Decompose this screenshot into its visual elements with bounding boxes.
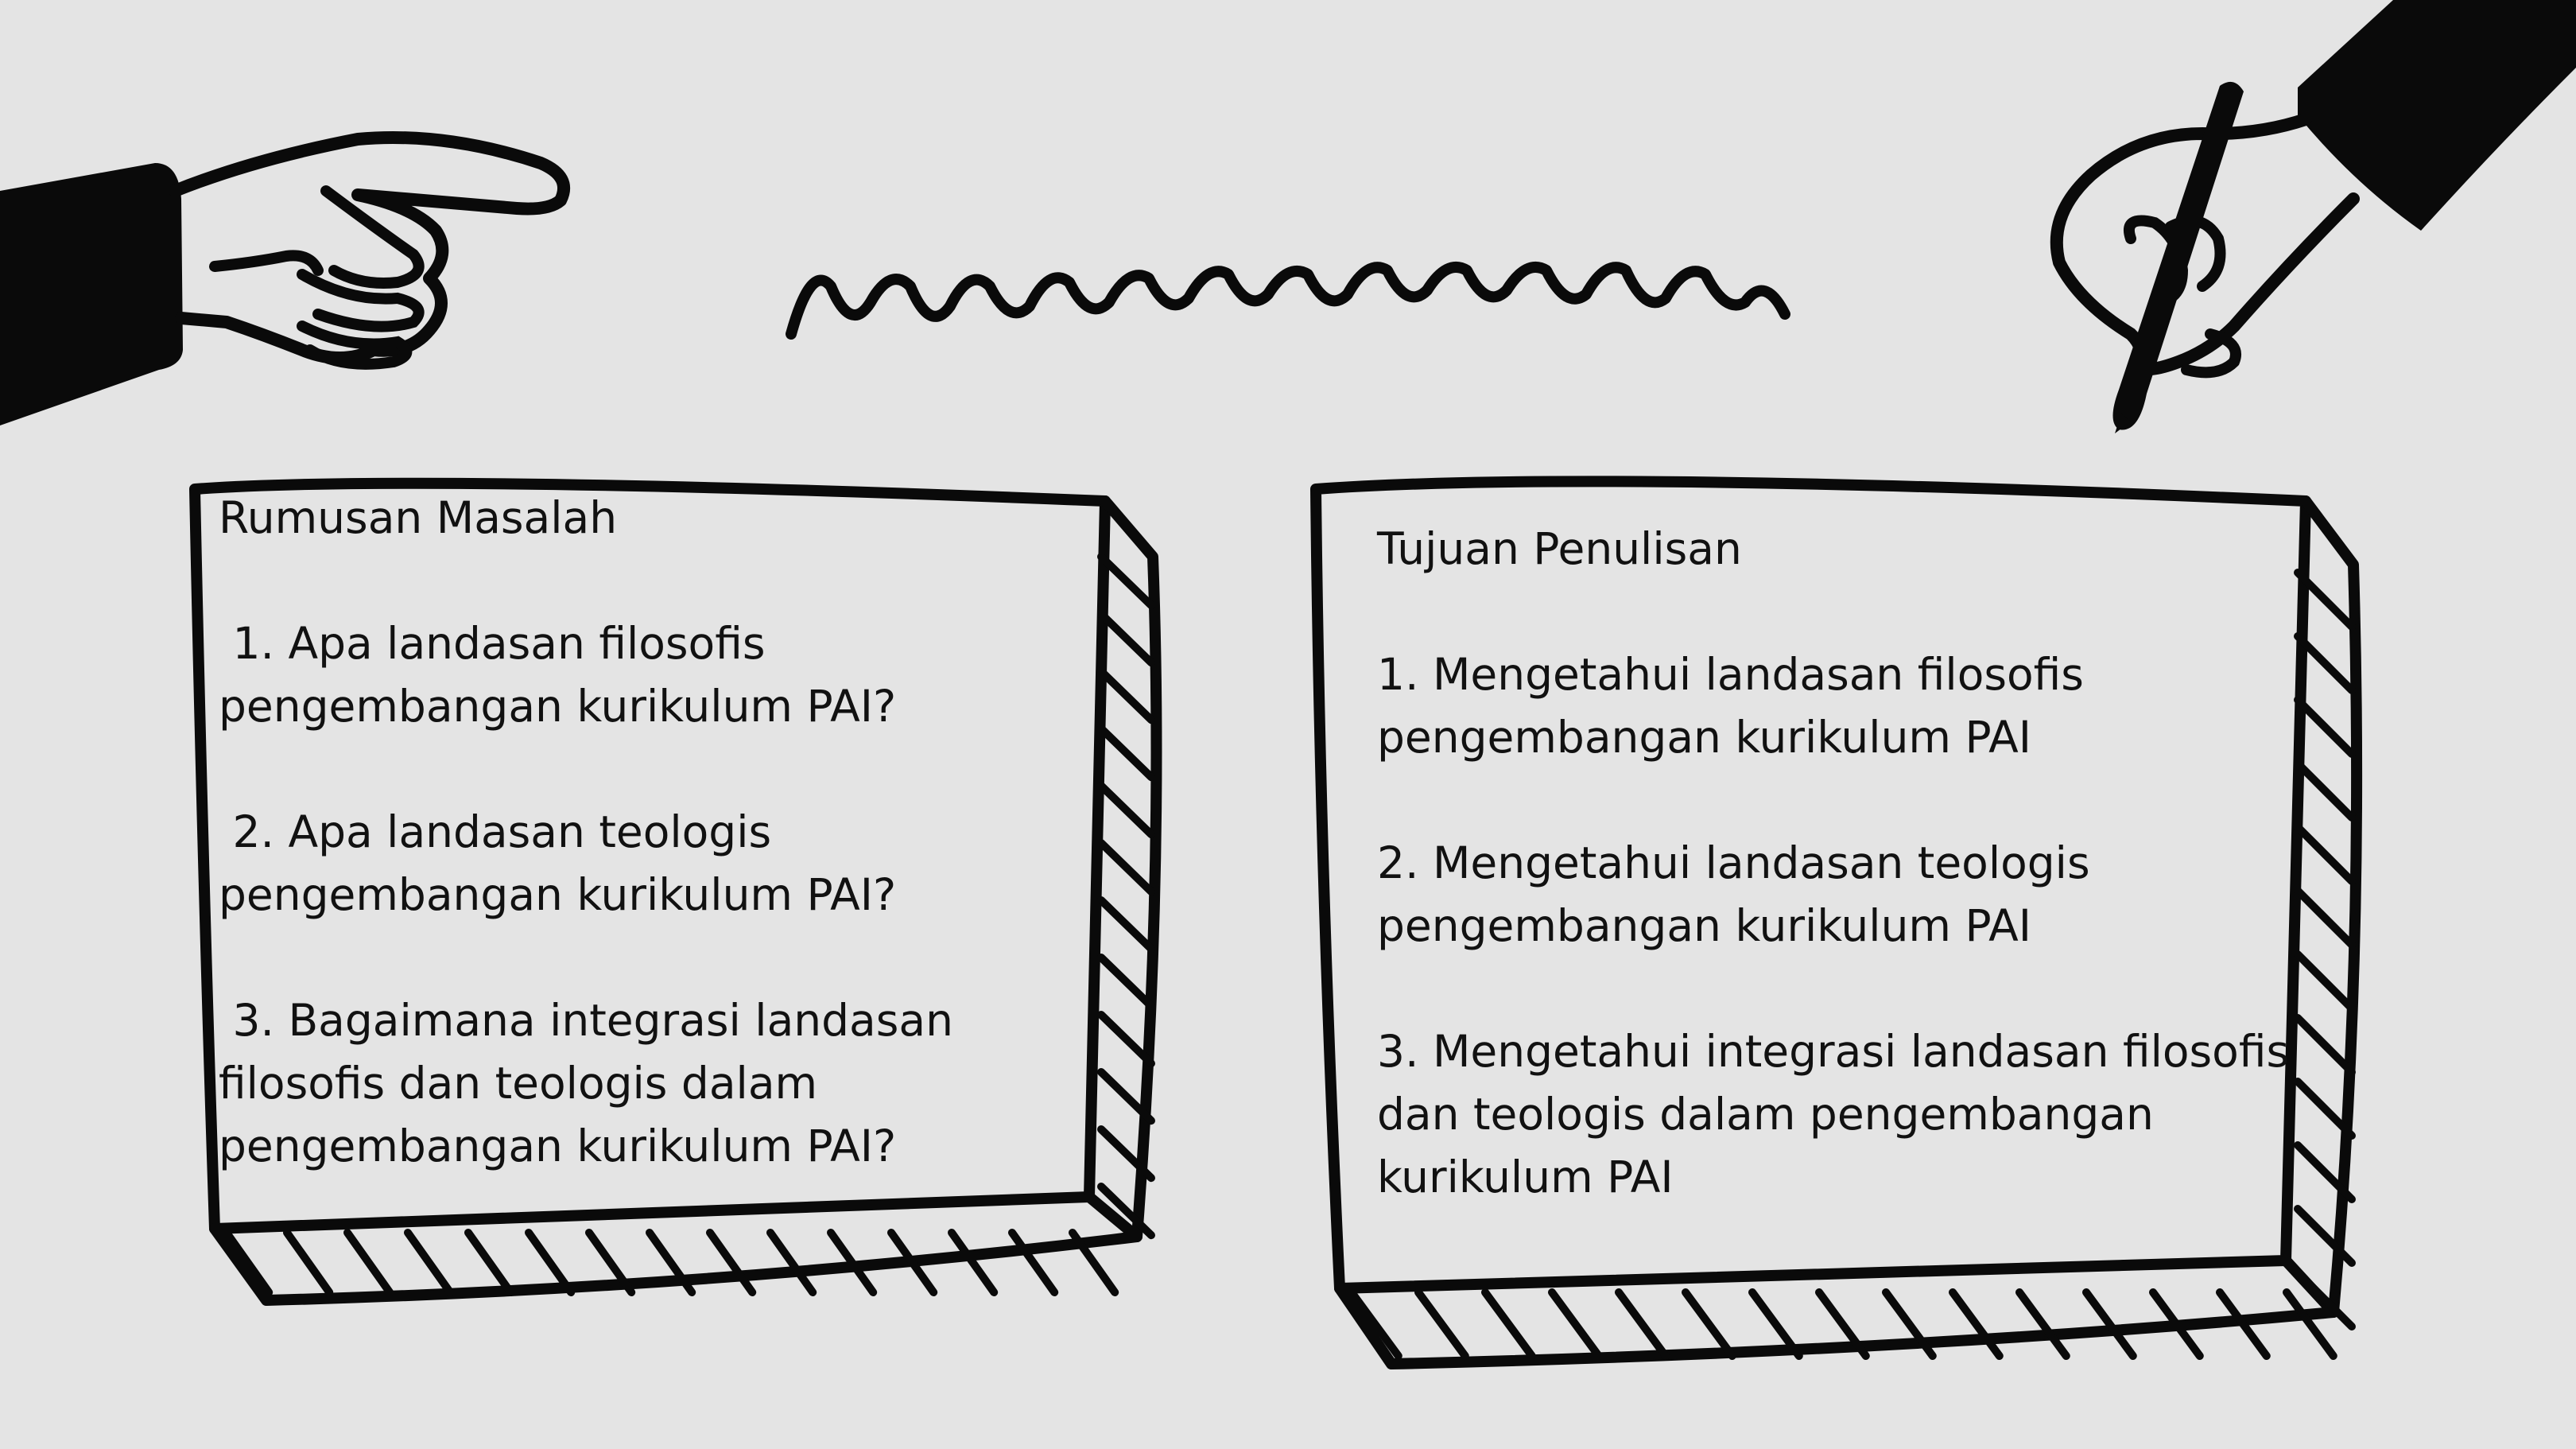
right-item-2-line-2: pengembangan kurikulum PAI (1377, 900, 2031, 951)
spacer (1377, 958, 2331, 1020)
right-item-1-line-1: 1. Mengetahui landasan filosofis (1377, 649, 2084, 700)
hatch-stroke (770, 1233, 813, 1292)
hatch-stroke (1619, 1292, 1666, 1356)
left-item-3-line-3: pengembangan kurikulum PAI? (219, 1121, 897, 1171)
spacer (219, 927, 1077, 989)
right-item-3-line-3: kurikulum PAI (1377, 1152, 1674, 1202)
hatch-stroke (1101, 786, 1151, 834)
right-item-1-line-2: pengembangan kurikulum PAI (1377, 712, 2031, 763)
left-box-title: Rumusan Masalah (219, 492, 618, 543)
left-item-1-line-2: pengembangan kurikulum PAI? (219, 681, 897, 732)
left-item-3-line-1: 3. Bagaimana integrasi landasan (219, 995, 953, 1046)
right-box-content (1377, 518, 2331, 1209)
hatch-stroke (2019, 1292, 2066, 1356)
spacer (219, 738, 1077, 801)
left-item-2-line-2: pengembangan kurikulum PAI? (219, 869, 897, 920)
spacer (219, 550, 1077, 612)
hatch-stroke (1101, 843, 1151, 892)
right-item-3-line-1: 3. Mengetahui integrasi landasan filosofis (1377, 1026, 2290, 1077)
hatch-stroke (1552, 1292, 1599, 1356)
left-item-3-line-2: filosofis dan teologis dalam (219, 1058, 818, 1109)
hatch-stroke (1418, 1292, 1465, 1356)
right-item-2-line-1: 2. Mengetahui landasan teologis (1377, 837, 2090, 888)
zigzag-line-icon (791, 267, 1785, 334)
hatch-stroke (287, 1233, 329, 1292)
right-item-3-line-2: dan teologis dalam pengembangan (1377, 1089, 2154, 1140)
hatch-stroke (1101, 900, 1151, 949)
hatch-stroke (1101, 1015, 1151, 1063)
hatch-stroke (1953, 1292, 2000, 1356)
hatch-stroke (468, 1233, 510, 1292)
left-item-1-line-1: 1. Apa landasan filosofis (219, 618, 766, 669)
hatch-stroke (1485, 1292, 1532, 1356)
pointing-hand-icon (0, 138, 564, 425)
hatch-stroke (1101, 958, 1151, 1006)
hatch-stroke (1101, 614, 1151, 662)
hatch-stroke (952, 1233, 994, 1292)
spacer (1377, 769, 2331, 832)
left-box-content (219, 487, 1077, 1178)
hatch-stroke (1101, 728, 1151, 777)
hand-writing-pencil-icon (2057, 0, 2576, 433)
hatch-stroke (1686, 1292, 1732, 1356)
right-box-title: Tujuan Penulisan (1377, 523, 1742, 574)
hatch-stroke (408, 1233, 450, 1292)
left-item-2-line-1: 2. Apa landasan teologis (219, 806, 772, 857)
hatch-stroke (1101, 671, 1151, 720)
spacer (1377, 581, 2331, 643)
hatch-stroke (347, 1233, 390, 1292)
